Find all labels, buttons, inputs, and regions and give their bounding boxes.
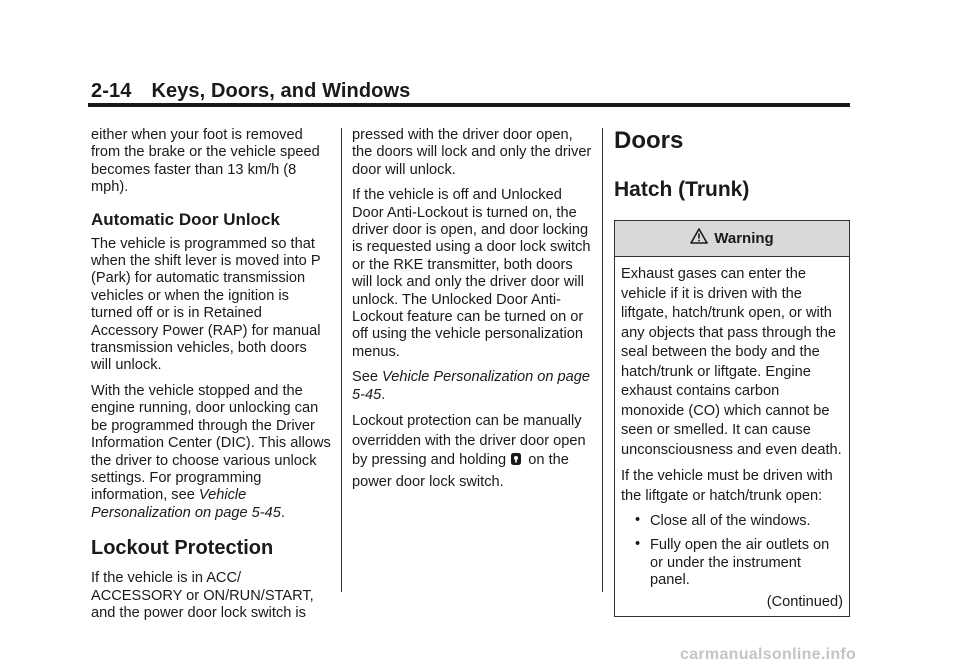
column-divider-2 [602,128,603,592]
list-item: • Fully open the air outlets on or under the instrument panel. [633,537,843,589]
punctuation: . [381,386,386,403]
warning-header [615,221,849,257]
paragraph-text: on the power door lock switch. [352,452,569,490]
warning-title: Warning [714,229,774,247]
punctuation: . [280,504,285,521]
heading-doors: Doors [614,127,684,154]
warning-paragraph: Exhaust gases can enter the vehicle if it is driven with the liftgate, hatch/trunk open, or with any objects that pass through the seal between the body and the hatch/trunk or liftgate. Engine exhaust contains carbon monoxide (CO) which cannot be seen or smelled. It can cause unconsciousness and even death. [621,266,842,458]
paragraph-text: With the vehicle stopped and the engine running, door unlocking can be programmed through the Driver Information Center (DIC). This allows the driver to choose various unlock settings. For programming information, see [91,382,331,504]
unlock-symbol-icon [510,452,522,473]
paragraph: pressed with the driver door open, the doors will lock and only the driver door will unlock. [352,127,592,178]
warning-triangle-icon [690,228,714,248]
page-number: 2-14 [91,80,132,102]
list-item: • Close all of the windows. [633,513,843,530]
column-2 [352,127,592,500]
page-header [91,80,410,103]
heading-hatch-trunk: Hatch (Trunk) [614,178,750,201]
cross-reference-link[interactable]: Vehicle Personalization on page 5-45 [352,369,590,403]
paragraph: If the vehicle is in ACC/ ACCESSORY or ON/RUN/START, and the power door lock switch is [91,570,314,621]
warning-paragraph: If the vehicle must be driven with the liftgate or hatch/trunk open: [621,468,833,504]
paragraph: either when your foot is removed from the brake or the vehicle speed becomes faster than 13 km/h (8 mph). [91,127,320,196]
paragraph-text: Lockout protection can be manually overridden with the driver door open by pressing and holding [352,413,586,469]
see-text: See [352,369,378,386]
paragraph [352,369,592,404]
paragraph [91,383,331,522]
heading-lockout-protection: Lockout Protection [91,537,274,560]
warning-box [614,220,850,617]
paragraph: The vehicle is programmed so that when the shift lever is moved into P (Park) for automatic transmission vehicles or when the ignition is turned off or is in Retained Accessory Power (RAP) for manual transmission vehicles, both doors will unlock. [91,235,321,374]
warning-body [615,257,849,616]
column-3 [614,127,852,617]
warning-list [621,513,843,590]
continued-label: (Continued) [766,593,843,610]
column-1 [91,127,331,630]
section-title: Keys, Doors, and Windows [151,80,411,102]
paragraph: If the vehicle is off and Unlocked Door Anti-Lockout is turned on, the driver door is open, and door locking is requested using a door lock switch or the RKE transmitter, both doors will lock and only the driver door will unlock. The Unlocked Door Anti-Lockout feature can be turned on or off using the vehicle personalization menus. [352,187,591,360]
cross-reference-link[interactable]: Vehicle Personalization on page 5-45 [91,487,281,521]
header-rule [88,103,850,107]
paragraph [352,412,592,492]
heading-automatic-door-unlock: Automatic Door Unlock [91,209,280,229]
column-divider-1 [341,128,342,592]
watermark: carmanualsonline.info [680,646,857,663]
